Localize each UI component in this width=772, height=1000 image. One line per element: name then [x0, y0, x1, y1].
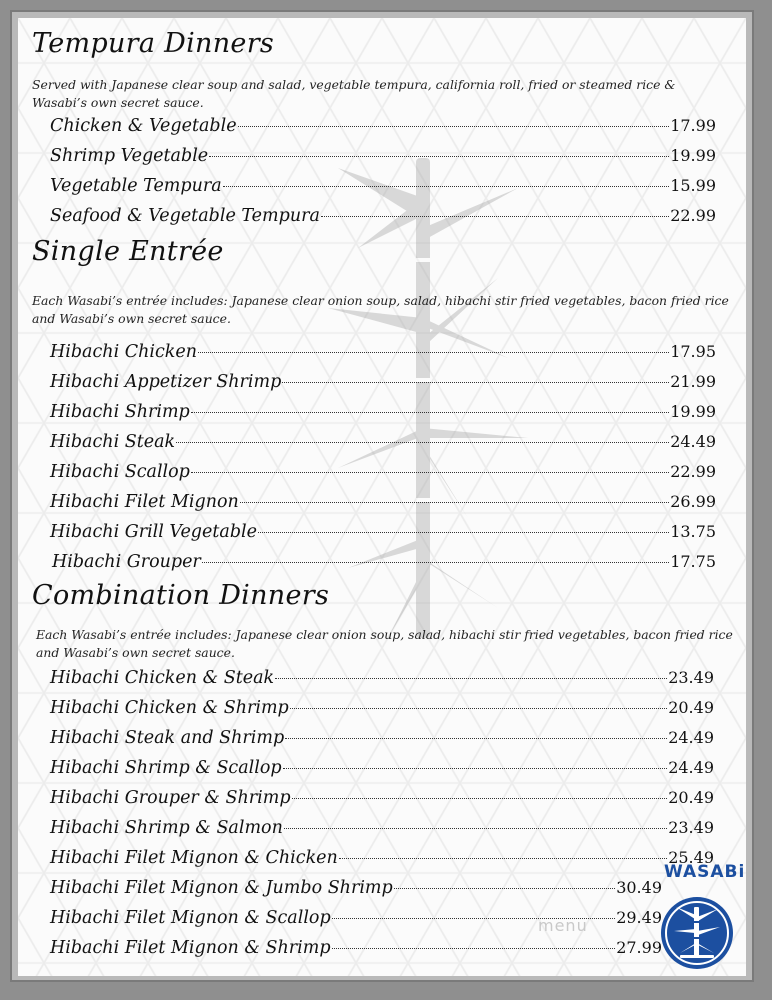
item-price: 26.99 [670, 492, 716, 511]
section-description-combination: Each Wasabi’s entrée includes: Japanese clear onion soup, salad, hibachi stir fried vegetables, bacon fried rice and Wasabi’s own secret sauce. [36, 627, 733, 660]
item-name: Shrimp Vegetable [50, 146, 209, 166]
item-name: Hibachi Filet Mignon [50, 492, 239, 512]
menu-item [52, 552, 716, 576]
item-price: 20.49 [668, 788, 714, 807]
leader-dots [176, 442, 669, 443]
section-title-tempura: Tempura Dinners [32, 28, 275, 59]
item-price: 25.49 [668, 848, 714, 867]
leader-dots [321, 216, 669, 217]
menu-item [50, 698, 714, 722]
item-name: Chicken & Vegetable [50, 116, 237, 136]
menu-item [50, 372, 716, 396]
item-price: 24.49 [668, 728, 714, 747]
leader-dots [202, 562, 669, 563]
item-name: Hibachi Filet Mignon & Chicken [50, 848, 338, 868]
section-title-combination: Combination Dinners [32, 580, 330, 611]
item-name: Hibachi Filet Mignon & Jumbo Shrimp [50, 878, 393, 898]
menu-item [50, 848, 714, 872]
leader-dots [198, 352, 669, 353]
item-name: Hibachi Shrimp [50, 402, 190, 422]
leader-dots [275, 678, 667, 679]
item-price: 17.99 [670, 116, 716, 135]
leader-dots [283, 768, 668, 769]
leader-dots [240, 502, 669, 503]
item-price: 22.99 [670, 206, 716, 225]
item-price: 19.99 [670, 146, 716, 165]
menu-item [50, 818, 714, 842]
leader-dots [191, 472, 669, 473]
item-name: Hibachi Chicken & Shrimp [50, 698, 289, 718]
item-price: 19.99 [670, 402, 716, 421]
leader-dots [332, 948, 616, 949]
item-price: 30.49 [616, 878, 662, 897]
leader-dots [284, 828, 667, 829]
menu-item [50, 462, 716, 486]
leader-dots [258, 532, 669, 533]
item-price: 27.99 [616, 938, 662, 957]
menu-item [50, 788, 714, 812]
menu-item [50, 402, 716, 426]
menu-item [50, 176, 716, 200]
menu-item [50, 728, 714, 752]
item-name: Hibachi Filet Mignon & Shrimp [50, 938, 331, 958]
item-name: Hibachi Filet Mignon & Scallop [50, 908, 331, 928]
item-price: 29.49 [616, 908, 662, 927]
menu-content [18, 18, 746, 976]
leader-dots [292, 798, 668, 799]
item-name: Hibachi Shrimp & Salmon [50, 818, 283, 838]
leader-dots [238, 126, 670, 127]
item-price: 23.49 [668, 668, 714, 687]
wasabi-logo-text: WASABi [664, 862, 746, 882]
item-name: Hibachi Appetizer Shrimp [50, 372, 282, 392]
section-description-single-entree: Each Wasabi’s entrée includes: Japanese clear onion soup, salad, hibachi stir fried vegetables, bacon fried rice and Wasabi’s own secret sauce. [32, 293, 729, 326]
item-price: 13.75 [670, 522, 716, 541]
leader-dots [223, 186, 670, 187]
item-price: 24.49 [670, 432, 716, 451]
menu-item [50, 522, 716, 546]
menu-item [50, 938, 662, 962]
leader-dots [290, 708, 667, 709]
item-name: Hibachi Steak and Shrimp [50, 728, 285, 748]
menu-page [18, 18, 746, 976]
menu-item [50, 116, 716, 140]
item-name: Hibachi Shrimp & Scallop [50, 758, 282, 778]
item-price: 17.75 [670, 552, 716, 571]
leader-dots [339, 858, 667, 859]
menu-item [50, 432, 716, 456]
item-name: Hibachi Grill Vegetable [50, 522, 257, 542]
bamboo-logo-icon [654, 855, 740, 975]
menu-item [50, 146, 716, 170]
menu-watermark: menu [538, 916, 588, 935]
leader-dots [191, 412, 669, 413]
item-name: Hibachi Steak [50, 432, 176, 452]
leader-dots [285, 738, 667, 739]
item-name: Hibachi Chicken [50, 342, 198, 362]
item-price: 22.99 [670, 462, 716, 481]
item-name: Hibachi Chicken & Steak [50, 668, 275, 688]
menu-item [50, 878, 662, 902]
item-name: Seafood & Vegetable Tempura [50, 206, 320, 226]
menu-item [50, 492, 716, 516]
menu-item [50, 758, 714, 782]
leader-dots [394, 888, 615, 889]
item-name: Hibachi Grouper & Shrimp [50, 788, 291, 808]
item-price: 21.99 [670, 372, 716, 391]
item-price: 23.49 [668, 818, 714, 837]
item-price: 15.99 [670, 176, 716, 195]
menu-item [50, 342, 716, 366]
section-title-single-entree: Single Entrée [32, 236, 224, 267]
leader-dots [209, 156, 669, 157]
item-price: 20.49 [668, 698, 714, 717]
item-name: Vegetable Tempura [50, 176, 222, 196]
item-price: 24.49 [668, 758, 714, 777]
leader-dots [282, 382, 669, 383]
item-name: Hibachi Grouper [52, 552, 201, 572]
item-name: Hibachi Scallop [50, 462, 190, 482]
section-description-tempura: Served with Japanese clear soup and salad, vegetable tempura, california roll, fried or steamed rice & Wasabi’s own secret sauce. [32, 77, 676, 110]
menu-item [50, 668, 714, 692]
item-price: 17.95 [670, 342, 716, 361]
menu-item [50, 206, 716, 230]
